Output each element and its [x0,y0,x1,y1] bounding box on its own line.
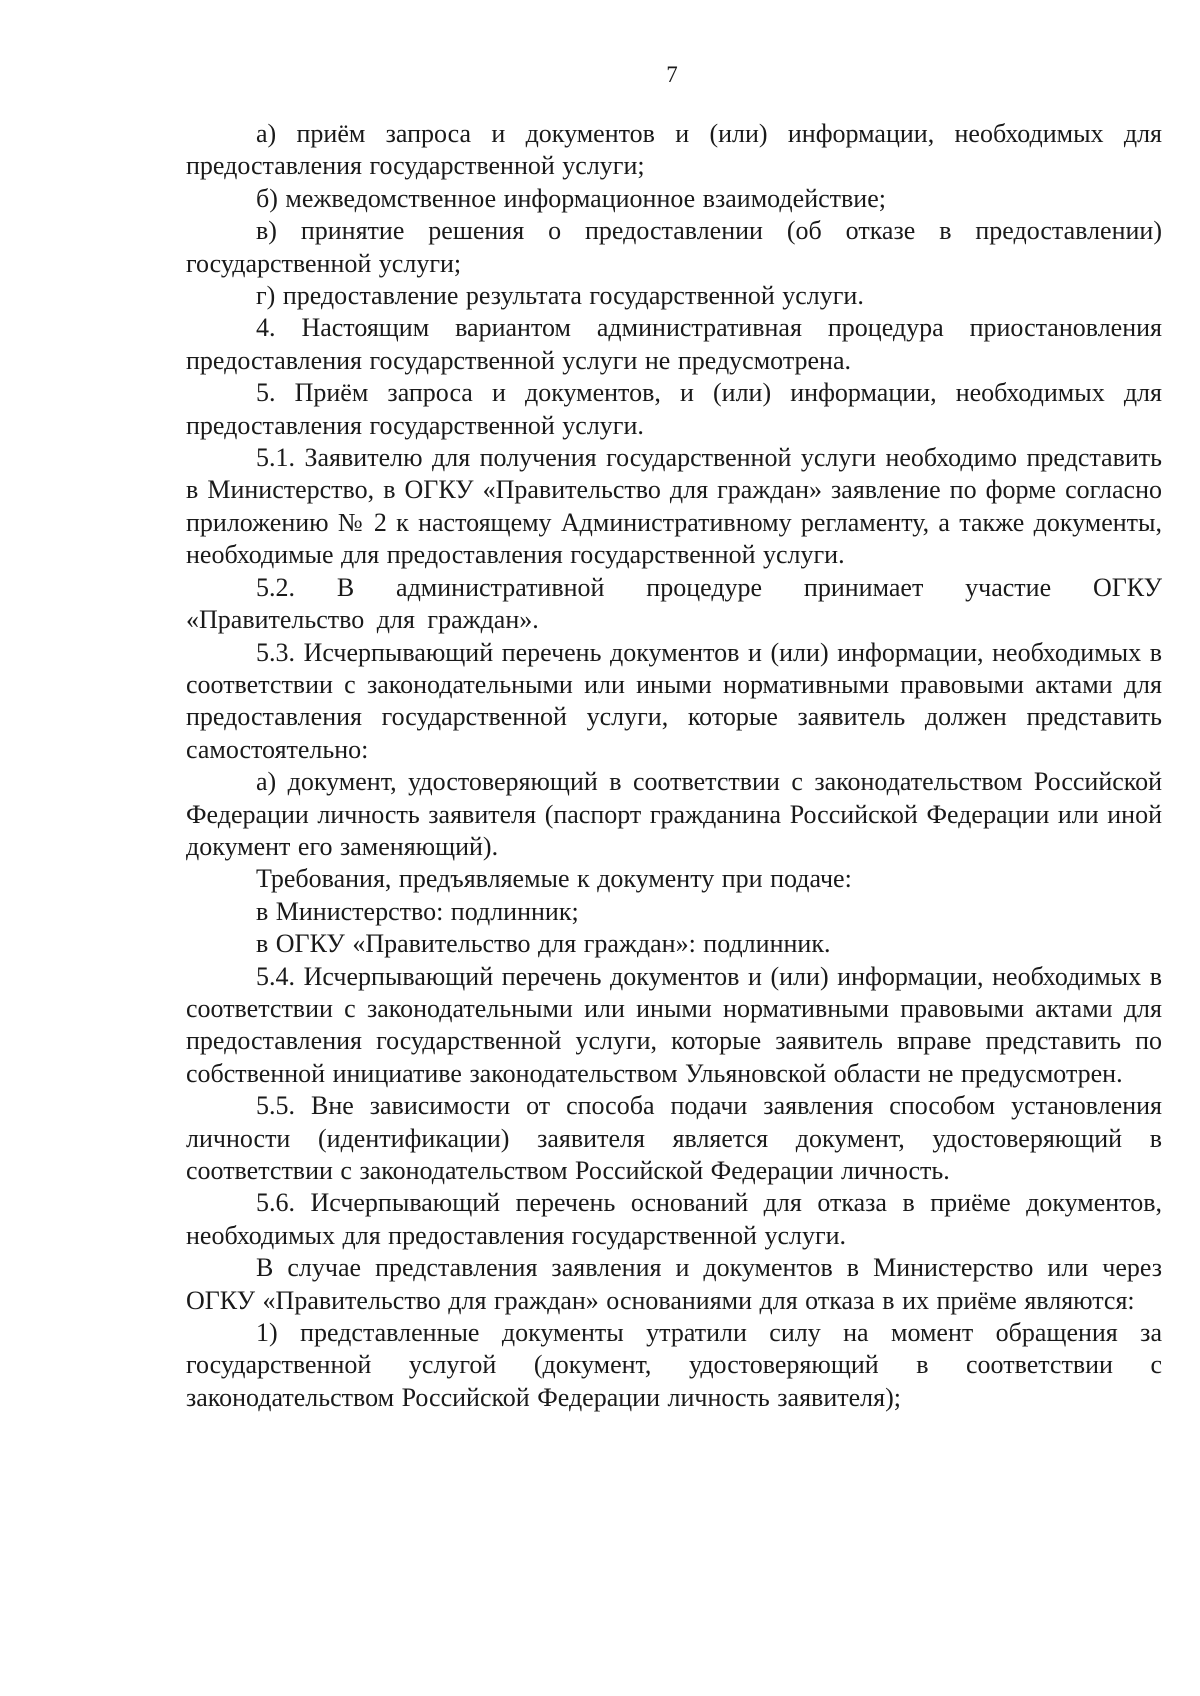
paragraph-3g: г) предоставление результата государственной услуги. [256,281,864,311]
paragraph-ogku-original: в ОГКУ «Правительство для граждан»: подлинник. [256,929,831,959]
paragraph-5-3-a: а) документ, удостоверяющий в соответствии с законодательством Российской Федерации личность заявителя (паспорт гражданина Российской Федерации или иной документ его заменяющий). [186,767,1162,861]
paragraph-3b: б) межведомственное информационное взаимодействие; [256,183,886,213]
paragraph-5-6: 5.6. Исчерпывающий перечень оснований для отказа в приёме документов, необходимых для предоставления государственной услуги. [186,1188,1162,1250]
paragraph-ministry-original: в Министерство: подлинник; [256,896,579,926]
page-number: 7 [666,62,678,87]
paragraph-5-4: 5.4. Исчерпывающий перечень документов и (или) информации, необходимых в соответствии с законодательными или иными нормативными правовыми актами для предоставления государственной услуги, которые заявитель вправе представить по собственной инициативе законодательством Ульяновской области не предусмотрен. [186,961,1162,1088]
paragraph-5-3: 5.3. Исчерпывающий перечень документов и (или) информации, необходимых в соответствии с законодательными или иными нормативными правовыми актами для предоставления государственной услуги, которые заявитель должен представить самостоятельно: [186,637,1162,764]
document-body [186,118,1162,1414]
paragraph-3a: а) приём запроса и документов и (или) информации, необходимых для предоставления государственной услуги; [186,119,1162,181]
paragraph-5-1: 5.1. Заявителю для получения государственной услуги необходимо представить в Министерство, в ОГКУ «Правительство для граждан» заявление по форме согласно приложению № 2 к настоящему Административному регламенту, а также документы, необходимые для предоставления государственной услуги. [186,443,1162,570]
paragraph-5: 5. Приём запроса и документов, и (или) информации, необходимых для предоставления государственной услуги. [186,378,1162,440]
paragraph-5-2: 5.2. В административной процедуре принимает участие ОГКУ «Правительство для граждан». [186,572,1162,635]
paragraph-ground-1: 1) представленные документы утратили силу на момент обращения за государственной услугой (документ, удостоверяющий в соответствии с законодательством Российской Федерации личность заявителя); [186,1318,1162,1412]
paragraph-requirements: Требования, предъявляемые к документу при подаче: [256,864,852,894]
paragraph-refusal-grounds: В случае представления заявления и документов в Министерство или через ОГКУ «Правительство для граждан» основаниями для отказа в их приёме являются: [186,1253,1162,1315]
paragraph-4: 4. Настоящим вариантом административная процедура приостановления предоставления государственной услуги не предусмотрена. [186,313,1162,375]
paragraph-3v: в) принятие решения о предоставлении (об отказе в предоставлении) государственной услуги; [186,216,1162,278]
paragraph-5-5: 5.5. Вне зависимости от способа подачи заявления способом установления личности (идентификации) заявителя является документ, удостоверяющий в соответствии с законодательством Российской Федерации личность. [186,1091,1162,1185]
